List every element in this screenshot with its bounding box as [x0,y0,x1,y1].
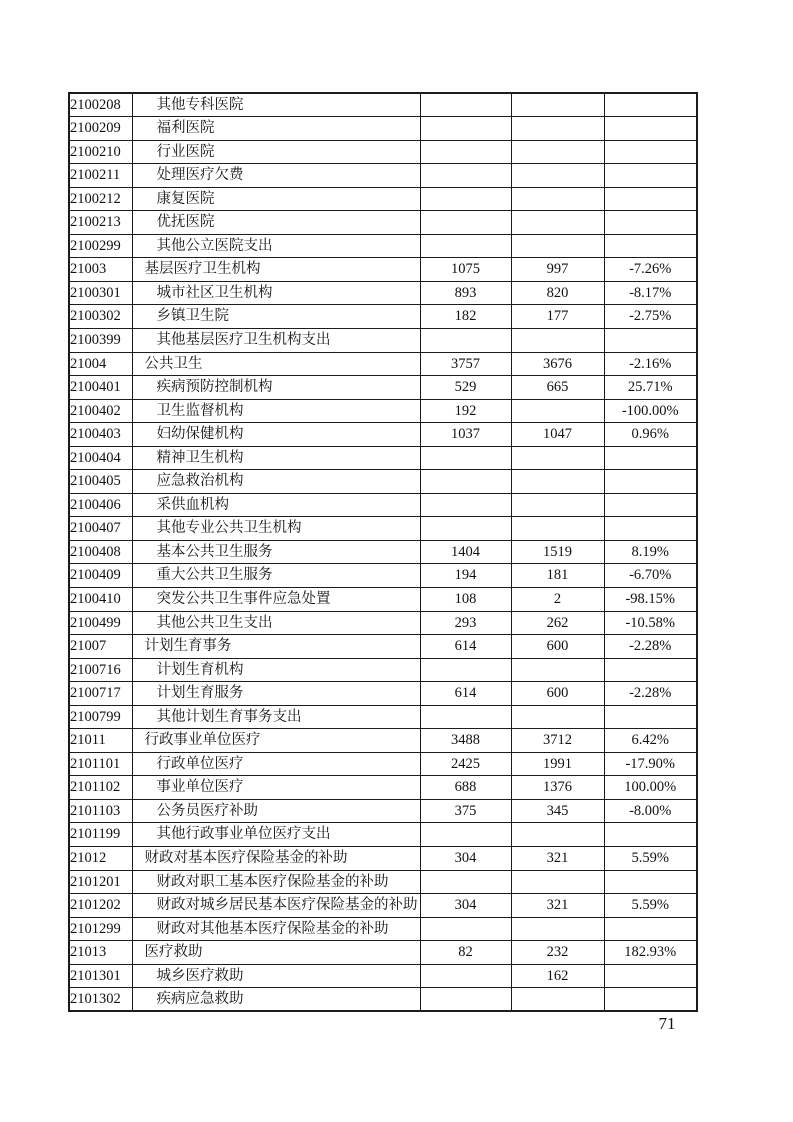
row-name: 妇幼保健机构 [132,423,420,447]
row-change-pct: -6.70% [604,564,697,588]
row-value-1: 529 [420,376,511,400]
row-code: 2100499 [69,611,132,635]
row-value-2 [511,117,604,141]
row-name: 医疗救助 [132,941,420,965]
row-code: 2100410 [69,587,132,611]
row-code: 21012 [69,847,132,871]
row-change-pct [604,117,697,141]
row-value-1 [420,187,511,211]
row-change-pct [604,517,697,541]
row-value-2 [511,446,604,470]
table-row [69,211,697,235]
row-value-2 [511,658,604,682]
row-change-pct: -8.00% [604,799,697,823]
row-code: 2100213 [69,211,132,235]
row-code: 2101302 [69,988,132,1012]
row-value-2: 600 [511,635,604,659]
row-value-2 [511,517,604,541]
row-value-2: 600 [511,682,604,706]
row-value-2 [511,823,604,847]
row-value-1 [420,446,511,470]
row-code: 21011 [69,729,132,753]
table-row [69,964,697,988]
row-value-1: 1037 [420,423,511,447]
row-code: 2100212 [69,187,132,211]
row-change-pct: -17.90% [604,752,697,776]
row-name: 卫生监督机构 [132,399,420,423]
row-code: 2100211 [69,164,132,188]
row-value-1 [420,117,511,141]
row-value-2: 177 [511,305,604,329]
row-value-2: 1991 [511,752,604,776]
row-code: 2101202 [69,894,132,918]
row-value-1: 82 [420,941,511,965]
table-row [69,752,697,776]
row-code: 21013 [69,941,132,965]
table-row [69,894,697,918]
row-name: 基层医疗卫生机构 [132,258,420,282]
table-row [69,187,697,211]
row-code: 2101201 [69,870,132,894]
row-name: 基本公共卫生服务 [132,540,420,564]
table-row [69,258,697,282]
row-change-pct [604,705,697,729]
row-code: 2100401 [69,376,132,400]
row-code: 2100210 [69,140,132,164]
row-value-1: 1075 [420,258,511,282]
row-change-pct: 8.19% [604,540,697,564]
row-value-1 [420,211,511,235]
row-value-1 [420,870,511,894]
table-row [69,988,697,1012]
row-change-pct [604,211,697,235]
row-change-pct [604,988,697,1012]
row-change-pct [604,164,697,188]
row-change-pct: -10.58% [604,611,697,635]
row-name: 突发公共卫生事件应急处置 [132,587,420,611]
table-row [69,705,697,729]
row-code: 2100302 [69,305,132,329]
table-row [69,423,697,447]
row-code: 2100406 [69,493,132,517]
table-row [69,823,697,847]
row-change-pct [604,823,697,847]
table-row [69,564,697,588]
table-row [69,470,697,494]
row-change-pct [604,140,697,164]
row-value-2 [511,211,604,235]
row-value-1 [420,705,511,729]
row-name: 行政单位医疗 [132,752,420,776]
row-value-1: 192 [420,399,511,423]
row-name: 公共卫生 [132,352,420,376]
row-change-pct: -98.15% [604,587,697,611]
row-value-2: 345 [511,799,604,823]
row-name: 计划生育事务 [132,635,420,659]
row-value-2: 2 [511,587,604,611]
table-row [69,776,697,800]
row-change-pct: -2.16% [604,352,697,376]
row-name: 行政事业单位医疗 [132,729,420,753]
row-code: 2100408 [69,540,132,564]
row-value-1: 3488 [420,729,511,753]
table-row [69,493,697,517]
row-value-1 [420,470,511,494]
row-name: 行业医院 [132,140,420,164]
row-value-2: 997 [511,258,604,282]
row-code: 2100402 [69,399,132,423]
row-change-pct [604,470,697,494]
row-code: 2100799 [69,705,132,729]
table-row [69,799,697,823]
row-change-pct [604,446,697,470]
row-code: 2100209 [69,117,132,141]
row-value-2 [511,399,604,423]
row-name: 计划生育机构 [132,658,420,682]
row-value-2: 1376 [511,776,604,800]
row-value-2: 232 [511,941,604,965]
row-code: 2101301 [69,964,132,988]
row-value-2: 1047 [511,423,604,447]
row-change-pct [604,917,697,941]
row-name: 优抚医院 [132,211,420,235]
row-name: 应急救治机构 [132,470,420,494]
row-change-pct [604,964,697,988]
row-code: 2100399 [69,328,132,352]
row-change-pct [604,328,697,352]
table-row [69,587,697,611]
row-value-2: 3676 [511,352,604,376]
row-value-2 [511,164,604,188]
row-value-2: 820 [511,281,604,305]
row-change-pct [604,234,697,258]
row-change-pct: -2.75% [604,305,697,329]
table-row [69,658,697,682]
row-value-1: 304 [420,894,511,918]
row-value-2: 3712 [511,729,604,753]
table-row [69,140,697,164]
row-change-pct: -2.28% [604,635,697,659]
row-code: 2101103 [69,799,132,823]
row-value-1: 182 [420,305,511,329]
table-row [69,305,697,329]
row-value-1: 194 [420,564,511,588]
row-value-1: 614 [420,635,511,659]
row-code: 2100409 [69,564,132,588]
row-value-1 [420,93,511,117]
row-code: 2100208 [69,93,132,117]
row-change-pct [604,870,697,894]
row-change-pct [604,187,697,211]
row-change-pct [604,658,697,682]
row-code: 2100403 [69,423,132,447]
row-value-1 [420,964,511,988]
row-name: 财政对城乡居民基本医疗保险基金的补助 [132,894,420,918]
row-code: 2101101 [69,752,132,776]
row-code: 2100717 [69,682,132,706]
table-row [69,517,697,541]
row-value-1 [420,823,511,847]
row-name: 处理医疗欠费 [132,164,420,188]
row-value-1: 893 [420,281,511,305]
row-change-pct: -7.26% [604,258,697,282]
row-value-1: 614 [420,682,511,706]
table-row [69,635,697,659]
row-code: 2100407 [69,517,132,541]
row-value-2 [511,140,604,164]
row-code: 21003 [69,258,132,282]
row-value-2 [511,470,604,494]
row-value-1 [420,517,511,541]
row-name: 其他公立医院支出 [132,234,420,258]
table-row [69,917,697,941]
row-value-1 [420,140,511,164]
row-name: 其他行政事业单位医疗支出 [132,823,420,847]
row-value-1 [420,234,511,258]
row-value-1: 688 [420,776,511,800]
table-row [69,352,697,376]
row-change-pct: 25.71% [604,376,697,400]
row-name: 财政对职工基本医疗保险基金的补助 [132,870,420,894]
row-change-pct [604,493,697,517]
table-row [69,729,697,753]
row-code: 21004 [69,352,132,376]
budget-expenditure-table [68,92,698,1012]
table-row [69,164,697,188]
row-value-2: 181 [511,564,604,588]
row-name: 疾病预防控制机构 [132,376,420,400]
row-value-1: 2425 [420,752,511,776]
row-name: 其他公共卫生支出 [132,611,420,635]
row-change-pct: 5.59% [604,847,697,871]
row-code: 2101102 [69,776,132,800]
row-value-1 [420,328,511,352]
row-change-pct [604,93,697,117]
row-change-pct: -2.28% [604,682,697,706]
row-change-pct: 182.93% [604,941,697,965]
row-value-1: 304 [420,847,511,871]
row-name: 其他专业公共卫生机构 [132,517,420,541]
row-value-2 [511,187,604,211]
row-name: 精神卫生机构 [132,446,420,470]
row-code: 2100716 [69,658,132,682]
row-name: 重大公共卫生服务 [132,564,420,588]
row-value-1 [420,164,511,188]
row-value-1: 3757 [420,352,511,376]
row-name: 其他计划生育事务支出 [132,705,420,729]
table-row [69,234,697,258]
row-name: 康复医院 [132,187,420,211]
row-value-2: 665 [511,376,604,400]
table-row [69,611,697,635]
row-name: 采供血机构 [132,493,420,517]
row-change-pct: 5.59% [604,894,697,918]
row-value-1 [420,988,511,1012]
table-row [69,682,697,706]
row-value-2 [511,234,604,258]
row-value-2 [511,870,604,894]
row-value-1: 108 [420,587,511,611]
budget-table-body [69,93,697,1011]
row-change-pct: 6.42% [604,729,697,753]
table-row [69,941,697,965]
row-value-2 [511,705,604,729]
row-value-1: 1404 [420,540,511,564]
row-change-pct: -100.00% [604,399,697,423]
row-change-pct: 100.00% [604,776,697,800]
row-name: 计划生育服务 [132,682,420,706]
row-code: 21007 [69,635,132,659]
row-name: 疾病应急救助 [132,988,420,1012]
row-value-2 [511,493,604,517]
row-name: 财政对基本医疗保险基金的补助 [132,847,420,871]
row-change-pct: 0.96% [604,423,697,447]
table-row [69,870,697,894]
table-row [69,540,697,564]
row-value-1: 375 [420,799,511,823]
row-code: 2101299 [69,917,132,941]
row-value-2 [511,93,604,117]
row-value-1 [420,658,511,682]
row-name: 其他基层医疗卫生机构支出 [132,328,420,352]
row-code: 2100301 [69,281,132,305]
table-row [69,328,697,352]
row-value-1 [420,493,511,517]
row-name: 事业单位医疗 [132,776,420,800]
row-change-pct: -8.17% [604,281,697,305]
table-row [69,399,697,423]
table-row [69,117,697,141]
row-value-2: 321 [511,894,604,918]
row-name: 财政对其他基本医疗保险基金的补助 [132,917,420,941]
table-row [69,93,697,117]
table-row [69,446,697,470]
row-value-2 [511,988,604,1012]
row-name: 福利医院 [132,117,420,141]
row-value-2: 321 [511,847,604,871]
table-row [69,281,697,305]
row-value-2: 262 [511,611,604,635]
row-name: 乡镇卫生院 [132,305,420,329]
row-name: 城市社区卫生机构 [132,281,420,305]
table-row [69,847,697,871]
row-value-1: 293 [420,611,511,635]
row-value-2 [511,328,604,352]
row-value-2: 162 [511,964,604,988]
page-number: 71 [658,1014,676,1033]
row-code: 2100404 [69,446,132,470]
row-name: 公务员医疗补助 [132,799,420,823]
row-value-2: 1519 [511,540,604,564]
row-name: 城乡医疗救助 [132,964,420,988]
row-value-1 [420,917,511,941]
row-name: 其他专科医院 [132,93,420,117]
row-code: 2100405 [69,470,132,494]
table-row [69,376,697,400]
row-code: 2101199 [69,823,132,847]
row-code: 2100299 [69,234,132,258]
row-value-2 [511,917,604,941]
